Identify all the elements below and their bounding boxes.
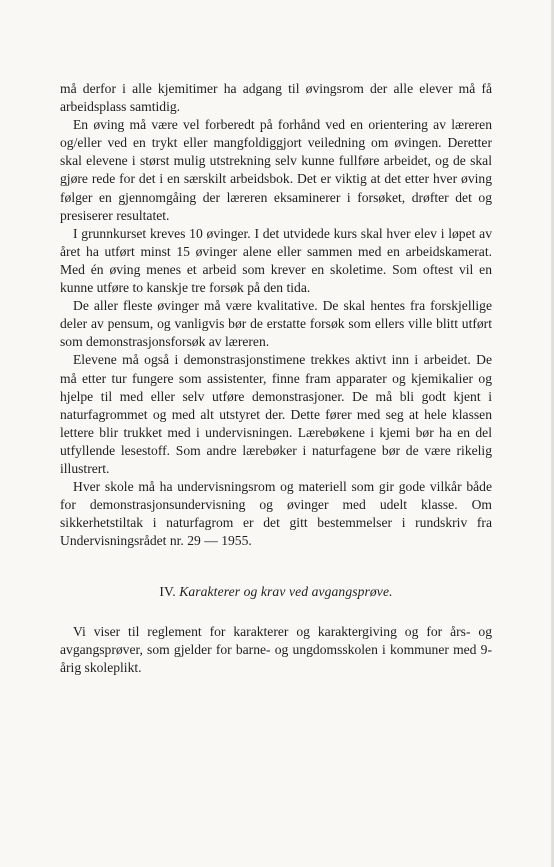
paragraph-2: En øving må være vel forberedt på forhånd ved en orientering av læreren og/eller ved en trykt eller mangfoldiggjort veiledning om øvingen. Deretter skal elevene i størst mulig utstrekning selv kunne fullføre arbeidet, og de skal gjøre rede for det i en særskilt arbeidsbok. Det er viktig at det etter hver øving følger en gjennomgåing der læreren eksaminerer i forsøket, drøfter det og presiserer resultatet. [60,117,492,223]
paragraph-1: må derfor i alle kjemitimer ha adgang til øvingsrom der alle elever må få arbeidsplass samtidig. [60,81,492,115]
paragraph-4: De aller fleste øvinger må være kvalitative. De skal hentes fra forskjellige deler av pensum, og vanligvis bør de erstatte forsøk som ellers ville blitt utført som demonstrasjonsforsøk av læreren. [60,298,492,350]
paragraph-6: Hver skole må ha undervisningsrom og materiell som gir gode vilkår både for demonstrasjonsundervisning og øvinger med udelt klasse. Om sikkerhetstiltak i naturfagrom er det gitt bestemmelser i rundskriv fra Undervisningsrådet nr. 29 — 1955. [60,479,492,549]
body-text [60,80,492,677]
section-number: IV. [159,584,176,600]
paragraph-7: Vi viser til reglement for karakterer og karaktergiving og for års- og avgangsprøver, som gjelder for barne- og ungdomsskolen i kommuner med 9-årig skoleplikt. [60,623,492,675]
paragraph-3: I grunnkurset kreves 10 øvinger. I det utvidede kurs skal hver elev i løpet av året ha utført minst 15 øvinger alene eller sammen med en arbeidskamerat. Med én øving menes et arbeid som krever en skoletime. Som oftest vil en kunne utføre to kanskje tre forsøk på den tida. [60,225,492,296]
paragraph-5: Elevene må også i demonstrasjonstimene trekkes aktivt inn i arbeidet. De må etter tur fungere som assistenter, finne fram apparater og kjemikalier og hjelpe til med eller selv utføre demonstrasjoner. De må bli godt kjent i naturfagrommet og med alt utstyret der. Dette fører med seg at hele klassen lettere blir trukket med i undervisningen. Lærebøkene i kjemi bør ha en del utfyllende lesestoff. Som andre lærebøker i naturfagene bør de være rikelig illustrert. [60,352,492,476]
section-heading [60,583,492,601]
section-title: Karakterer og krav ved avgangsprøve. [179,584,393,600]
